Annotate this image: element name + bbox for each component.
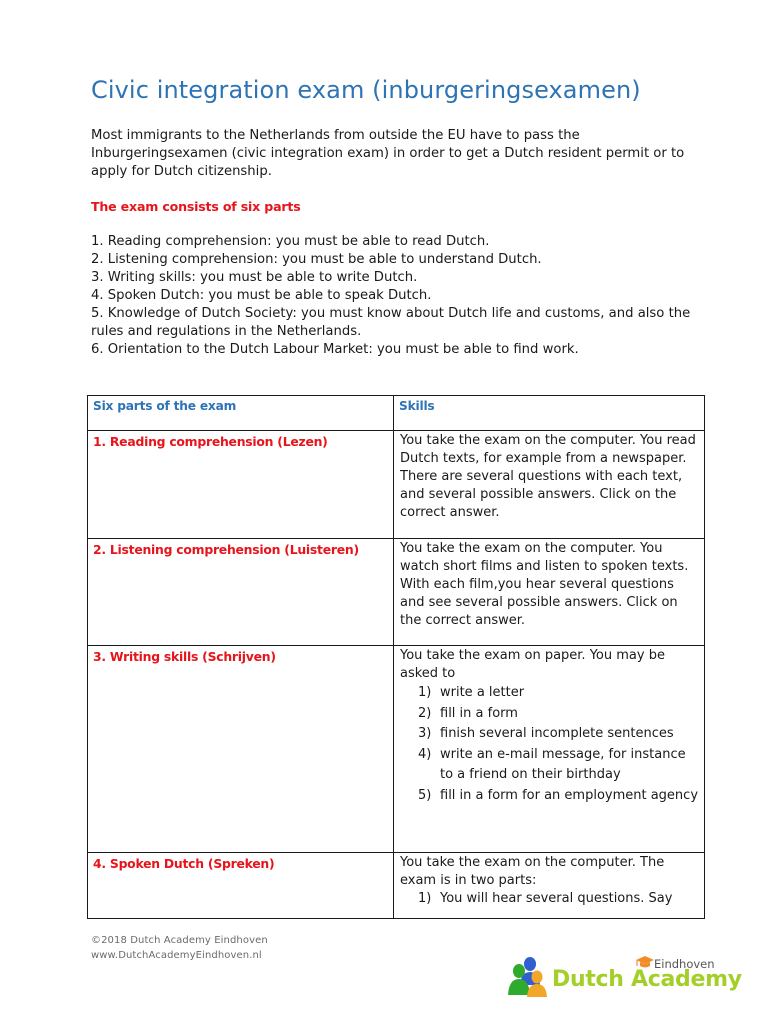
header-parts-label: Six parts of the exam	[93, 399, 237, 413]
list-item: 4. Spoken Dutch: you must be able to speak Dutch.	[91, 288, 432, 303]
list-item	[394, 890, 698, 908]
table-header-cell	[394, 396, 705, 431]
exam-parts-list	[91, 233, 711, 359]
list-item	[394, 745, 698, 786]
part-name: 4. Spoken Dutch (Spreken)	[93, 856, 275, 871]
part-name: 1. Reading comprehension (Lezen)	[93, 434, 328, 449]
skills-description: You take the exam on paper. You may be asked to	[400, 648, 665, 681]
list-item	[394, 683, 698, 704]
table-row	[88, 431, 705, 539]
list-number: 1)	[418, 891, 432, 906]
list-item: 2. Listening comprehension: you must be able to understand Dutch.	[91, 252, 542, 267]
table-row	[88, 539, 705, 646]
skills-description: You take the exam on the computer. You read Dutch texts, for example from a newspaper. There are several questions with each text, and several possible answers. Click on the correct answer.	[400, 433, 696, 520]
writing-tasks-list	[394, 683, 704, 807]
part-name: 3. Writing skills (Schrijven)	[93, 649, 276, 664]
list-text: fill in a form for an employment agency	[440, 787, 699, 803]
logo-wordmark: Dutch Academy	[552, 967, 742, 992]
website-link[interactable]: www.DutchAcademyEindhoven.nl	[91, 949, 262, 961]
table-row	[88, 646, 705, 853]
speaking-parts-list	[394, 890, 704, 908]
skills-description: You take the exam on the computer. You watch short films and listen to spoken texts. With each film,you hear several questions and see several possible answers. Click on the correct answer.	[400, 541, 689, 628]
list-item: 3. Writing skills: you must be able to write Dutch.	[91, 270, 418, 285]
header-skills-label: Skills	[399, 399, 435, 413]
table-header-cell	[88, 396, 394, 431]
list-item	[394, 724, 698, 745]
intro-paragraph: Most immigrants to the Netherlands from outside the EU have to pass the Inburgeringsexamen (civic integration exam) in order to get a Dutch resident permit or to apply for Dutch citizenship.	[91, 128, 685, 179]
skills-description: You take the exam on the computer. The exam is in two parts:	[400, 855, 665, 888]
list-number: 5)	[418, 787, 432, 803]
footer	[91, 934, 268, 963]
skills-cell	[394, 539, 705, 646]
copyright-text: ©2018 Dutch Academy Eindhoven	[91, 935, 268, 946]
skills-cell	[394, 431, 705, 539]
list-item: 5. Knowledge of Dutch Society: you must know about Dutch life and customs, and also the rules and regulations in the Netherlands.	[91, 306, 691, 339]
page-title: Civic integration exam (inburgeringsexamen)	[91, 76, 641, 104]
list-item: 1. Reading comprehension: you must be able to read Dutch.	[91, 234, 490, 249]
list-item: 6. Orientation to the Dutch Labour Market: you must be able to find work.	[91, 342, 579, 357]
table-header-row	[88, 396, 705, 431]
section-heading: The exam consists of six parts	[91, 199, 301, 214]
dutch-academy-logo	[508, 955, 742, 1000]
list-number: 3)	[418, 726, 432, 742]
list-item	[394, 704, 698, 725]
list-text: write an e-mail message, for instance to a friend on their birthday	[440, 746, 686, 783]
logo-subtitle: Eindhoven	[654, 957, 715, 971]
part-name: 2. Listening comprehension (Luisteren)	[93, 542, 359, 557]
list-text: write a letter	[440, 685, 525, 700]
list-text: finish several incomplete sentences	[440, 726, 674, 742]
part-cell	[88, 539, 394, 646]
list-number: 2)	[418, 705, 432, 721]
list-text: fill in a form	[440, 705, 518, 721]
exam-parts-table	[87, 395, 705, 919]
skills-cell	[394, 646, 705, 853]
table-row	[88, 853, 705, 919]
part-cell	[88, 646, 394, 853]
list-item	[394, 786, 698, 807]
list-number: 1)	[418, 685, 432, 700]
part-cell	[88, 853, 394, 919]
part-cell	[88, 431, 394, 539]
skills-cell	[394, 853, 705, 919]
people-icon	[508, 955, 550, 997]
list-number: 4)	[418, 746, 432, 762]
list-text: You will hear several questions. Say	[440, 891, 673, 906]
